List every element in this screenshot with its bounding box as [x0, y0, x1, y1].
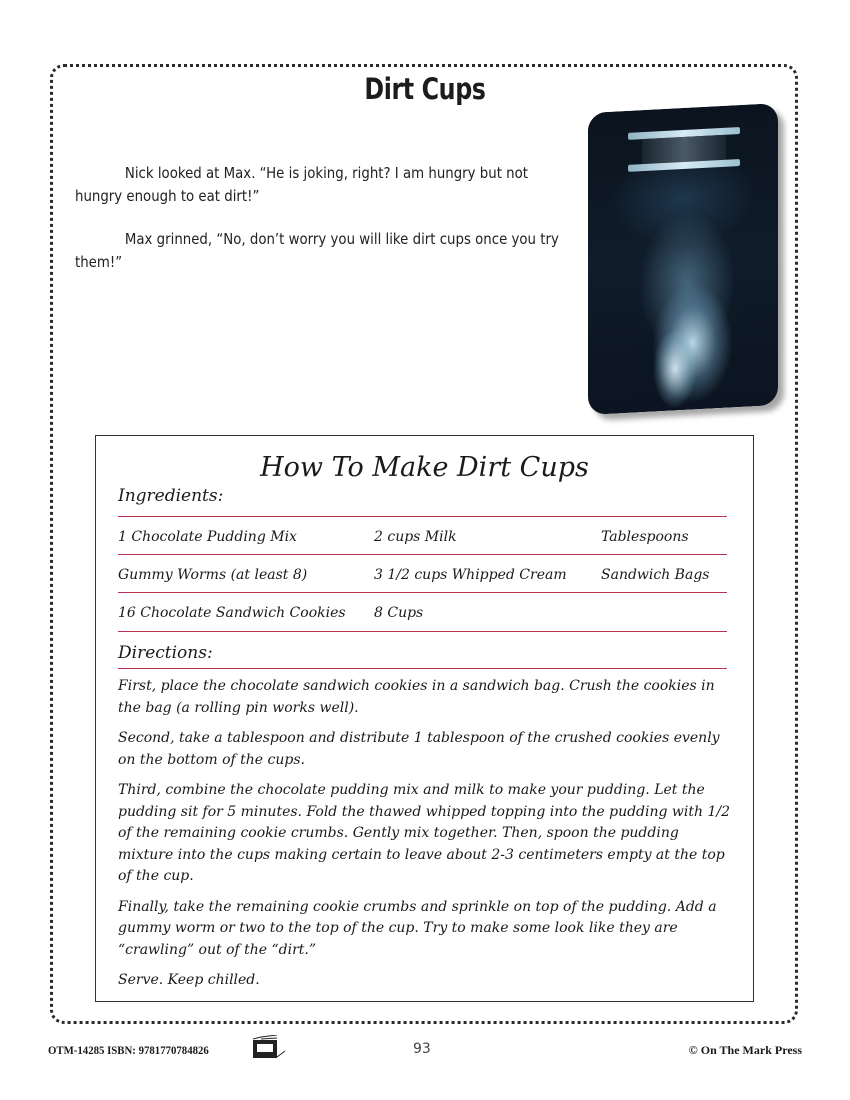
direction-step: Serve. Keep chilled.: [118, 972, 260, 988]
isbn-code: OTM-14285 ISBN: 9781770784826: [48, 1043, 209, 1057]
direction-step: Second, take a tablespoon and distribute 1 tablespoon of the crushed cookies evenly on the bottom of the cups.: [118, 730, 720, 768]
rule-divider: [118, 516, 727, 517]
ingredient-row: [118, 567, 727, 591]
rule-divider: [118, 592, 727, 593]
ingredient-item: 2 cups Milk: [374, 529, 457, 545]
direction-step: First, place the chocolate sandwich cookies in a sandwich bag. Crush the cookies in the bag (a rolling pin works well).: [118, 678, 715, 716]
ingredient-item: 16 Chocolate Sandwich Cookies: [118, 605, 346, 621]
ingredient-row: [118, 529, 727, 553]
ingredient-row: [118, 605, 727, 629]
tv-logo-icon: [247, 1035, 291, 1061]
story-text: [75, 162, 565, 294]
ingredient-item: 3 1/2 cups Whipped Cream: [374, 567, 567, 583]
publisher-copyright: © On The Mark Press: [688, 1043, 802, 1057]
ingredient-item: 1 Chocolate Pudding Mix: [118, 529, 297, 545]
ingredients-heading: Ingredients:: [118, 486, 224, 506]
direction-step: Third, combine the chocolate pudding mix and milk to make your pudding. Let the pudding sit for 5 minutes. Fold the thawed whipped topping into the pudding with 1/2 of the remaining cookie crumbs. Gently mix together. Then, spoon the pudding mixture into the cups making certain to leave about 2-3 centimeters empty at the top of the cup.: [118, 782, 731, 884]
recipe-title: How To Make Dirt Cups: [260, 452, 589, 483]
ingredient-item: Gummy Worms (at least 8): [118, 567, 308, 583]
story-paragraph-2: Max grinned, “No, don’t worry you will like dirt cups once you try them!”: [75, 230, 559, 271]
page-number: 93: [413, 1041, 431, 1057]
page-footer: [0, 1041, 850, 1061]
smoke-plume: [648, 307, 708, 410]
page-title: Dirt Cups: [364, 72, 486, 106]
ingredient-item: Sandwich Bags: [601, 567, 710, 583]
directions-heading: Directions:: [118, 643, 213, 663]
smoke-photo: [588, 103, 778, 415]
direction-step: Finally, take the remaining cookie crumbs and sprinkle on top of the pudding. Add a gummy worm or two to the top of the cup. Try to make some look like they are “crawling” out of the “dirt.”: [118, 898, 717, 958]
directions-text: [118, 676, 733, 1001]
ingredient-item: Tablespoons: [601, 529, 689, 545]
spool-image: [628, 127, 740, 173]
rule-divider: [118, 631, 727, 632]
rule-divider: [118, 668, 727, 669]
recipe-box: [95, 435, 754, 1002]
ingredient-item: 8 Cups: [374, 605, 424, 621]
rule-divider: [118, 554, 727, 555]
story-paragraph-1: Nick looked at Max. “He is joking, right? I am hungry but not hungry enough to eat dirt!”: [75, 164, 528, 205]
